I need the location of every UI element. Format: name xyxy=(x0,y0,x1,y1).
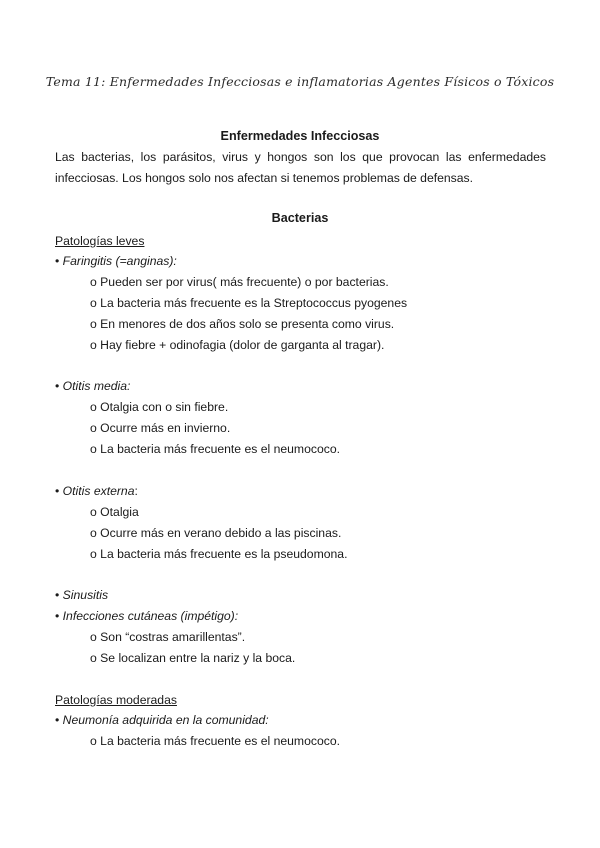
sub-marker: o xyxy=(90,630,97,644)
bullet-marker: • xyxy=(55,609,60,623)
sub-marker: o xyxy=(90,526,97,540)
item-text: Pueden ser por virus( más frecuente) o por bacterias. xyxy=(100,275,389,289)
bullet-marker: • xyxy=(55,588,60,602)
item-text: Se localizan entre la nariz y la boca. xyxy=(100,651,296,665)
item-text: En menores de dos años solo se presenta como virus. xyxy=(100,317,395,331)
item-text: Otalgia con o sin fiebre. xyxy=(100,400,229,414)
item-text: Ocurre más en verano debido a las piscinas. xyxy=(100,526,342,540)
sub-marker: o xyxy=(90,442,97,456)
list-item xyxy=(90,421,230,435)
sub-marker: o xyxy=(90,547,97,561)
item-text: La bacteria más frecuente es el neumococo. xyxy=(100,734,340,748)
list-item xyxy=(90,651,295,665)
item-label: Neumonía adquirida en la comunidad: xyxy=(62,713,269,727)
item-text: Ocurre más en invierno. xyxy=(100,421,231,435)
bullet-marker: • xyxy=(55,713,60,727)
document-title: Tema 11: Enfermedades Infecciosas e inflamatorias Agentes Físicos o Tóxicos xyxy=(45,74,555,89)
sub-marker: o xyxy=(90,275,97,289)
list-item xyxy=(90,317,394,331)
item-label: Faringitis (=anginas): xyxy=(62,254,177,268)
bullet-marker: • xyxy=(55,484,60,498)
list-item-sinusitis xyxy=(55,588,108,602)
sub-marker: o xyxy=(90,505,97,519)
sub-marker: o xyxy=(90,296,97,310)
bullet-marker: • xyxy=(55,254,60,268)
intro-paragraph: Las bacterias, los parásitos, virus y hongos son los que provocan las enfermedades infecciosas. Los hongos solo nos afectan si tenemos problemas de defensas. xyxy=(55,150,546,185)
list-item xyxy=(90,734,340,748)
list-item xyxy=(90,547,347,561)
list-item xyxy=(90,400,228,414)
item-text: La bacteria más frecuente es la Streptococcus pyogenes xyxy=(100,296,408,310)
subheading-leves: Patologías leves xyxy=(55,234,145,248)
sub-marker: o xyxy=(90,400,97,414)
item-text: Son “costras amarillentas”. xyxy=(100,630,246,644)
list-item-impetigo xyxy=(55,609,238,623)
item-text: La bacteria más frecuente es la pseudomona. xyxy=(100,547,348,561)
item-text: La bacteria más frecuente es el neumococo. xyxy=(100,442,340,456)
item-label: Otitis externa xyxy=(62,484,135,498)
sub-marker: o xyxy=(90,421,97,435)
sub-marker: o xyxy=(90,734,97,748)
sub-marker: o xyxy=(90,651,97,665)
bullet-marker: • xyxy=(55,379,60,393)
item-label: Infecciones cutáneas (impétigo): xyxy=(62,609,239,623)
list-item-otitis-externa xyxy=(55,484,138,498)
subheading-moderadas: Patologías moderadas xyxy=(55,693,177,707)
item-label: Otitis media: xyxy=(62,379,131,393)
item-text: Otalgia xyxy=(100,505,139,519)
list-item xyxy=(90,442,340,456)
list-item xyxy=(90,526,341,540)
heading-bacterias: Bacterias xyxy=(271,211,329,225)
heading-infecciosas: Enfermedades Infecciosas xyxy=(220,129,380,143)
list-item xyxy=(90,296,407,310)
list-item xyxy=(90,505,139,519)
item-text: Hay fiebre + odinofagia (dolor de garganta al tragar). xyxy=(100,338,385,352)
list-item-faringitis xyxy=(55,254,177,268)
item-label: Sinusitis xyxy=(62,588,109,602)
sub-marker: o xyxy=(90,317,97,331)
list-item xyxy=(90,275,389,289)
list-item-neumonia xyxy=(55,713,269,727)
sub-marker: o xyxy=(90,338,97,352)
list-item xyxy=(90,630,245,644)
list-item xyxy=(90,338,384,352)
list-item-otitis-media xyxy=(55,379,130,393)
item-label-suffix: : xyxy=(134,484,138,498)
